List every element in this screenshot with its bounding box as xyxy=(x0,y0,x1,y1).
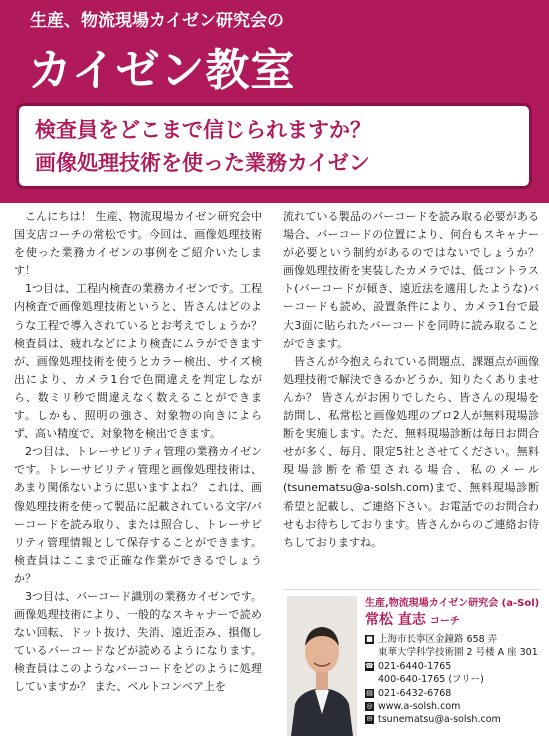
coach-name-line xyxy=(365,609,460,629)
paragraph-barcode: 3つ目は、バーコード識別の業務カイゼンです。画像処理技術により、一般的なスキャナーで読めない回転、ドット抜け、失消、遠近歪み、損傷しているバーコードなどが読めるようになります。検査員はこのようなバーコードをどのように処理していますか？ また、ベルトコンベア上を xyxy=(14,589,262,694)
article-right-column xyxy=(283,208,539,552)
email-line[interactable]: ✉ tsunematsu@a-solsh.com xyxy=(366,714,501,726)
headline-line-2: 画像処理技術を使った業務カイゼン xyxy=(35,151,370,175)
coach-photo xyxy=(287,596,357,736)
paragraph-traceability: 2つ目は、トレーサビリティ管理の業務カイゼンです。トレーサビリティ管理と画像処理技術は、あまり関係ないように思いますよね？ これは、画像処理技術を使って製品に記載されている文字/バーコードを読み取り、または照合し、トレーサビリティ管理情報として保存することができます。検査員はここまで正確な作業ができるでしょうか？ xyxy=(14,445,262,585)
paragraph-offer: 皆さんが今抱えられている問題点、課題点が画像処理技術で解決できるかどうか、知りたくありませんか？ 皆さんがお困りでしたら、皆さんの現場を訪問し、私常松と画像処理のプロ2人が無料現場診断を実施します。ただ、無料現場診断は毎日お問合せが多く、毎月、限定5社とさせてください。無料現場診断を希望される場合、私のメール(tsunematsu@a-solsh.com)まで、無料現場診断希望と記載し、ご連絡下さい。お電話でのお問合わせもお待ちしております。皆さんからのご連絡お待ちしておりますね。 xyxy=(283,354,539,549)
freephone-line: 400-640-1765 (フリー) xyxy=(378,674,484,686)
coach-name: 常松 直志 xyxy=(365,612,426,628)
web-line[interactable]: ◎ www.a-solsh.com xyxy=(366,701,461,713)
phone-icon: ☎ xyxy=(365,661,374,670)
series-title: カイゼン教室 xyxy=(28,45,296,96)
mail-icon: ✉ xyxy=(366,715,373,724)
article-header xyxy=(0,0,549,203)
series-kicker: 生産、物流現場カイゼン研究会の xyxy=(30,11,284,31)
coach-organization: 生産,物流現場カイゼン研究会 (a-Sol) xyxy=(365,598,540,609)
paragraph-barcode-cont: 流れている製品のバーコードを読み取る必要がある場合、バーコードの位置により、何台もスキャナーが必要という制約があるのではないでしょうか？ 画像処理技術を実装したカメラでは、低コントラスト(バーコードが傾き、遠近法を適用したような)バーコードも読め、設置条件により、カメラ1台で最大3面に貼られたバーコードを同時に読み取ることができます。 xyxy=(283,210,539,350)
address-line-2: 東華大学科学技術園 2 号楼 A 座 301 xyxy=(378,647,538,659)
phone-line: ☎ 021-6440-1765 xyxy=(365,660,452,672)
paragraph-inspection: 1つ目は、工程内検査の業務カイゼンです。工程内検査で画像処理技術というと、皆さんはどのような工程で導入されているとお考えでしょうか？ 検査員は、疲れなどにより検査にムラができますが、画像処理技術を使うとカラー検出、サイズ検出により、カメラ1台で色間違えを判定しながら、数ミリ秒で間違えなく数えることができます。しかも、照明の強さ、対象物の向きによらず、高い精度で、対象物を検出できます。 xyxy=(14,282,262,441)
headline-line-1: 検査員をどこまで信じられますか？ xyxy=(35,118,371,142)
coach-profile xyxy=(283,589,541,742)
coach-contact xyxy=(365,633,539,727)
headline-box xyxy=(16,103,532,189)
article-left-column xyxy=(14,208,262,697)
web-icon: ◎ xyxy=(366,702,373,711)
building-icon: ■ xyxy=(366,635,373,643)
paragraph-intro: こんにちは！ 生産、物流現場カイゼン研究会中国支店コーチの常松です。今回は、画像処理技術を使った業務カイゼンの事例をご紹介いたします！ xyxy=(14,210,262,278)
fax-line: ▤ 021-6432-6768 xyxy=(366,687,452,699)
coach-role: コーチ xyxy=(429,616,460,627)
address-line-1: ■ 上海市长寧区金鐘路 658 弄 xyxy=(366,634,498,645)
fax-icon: ▤ xyxy=(366,688,373,697)
